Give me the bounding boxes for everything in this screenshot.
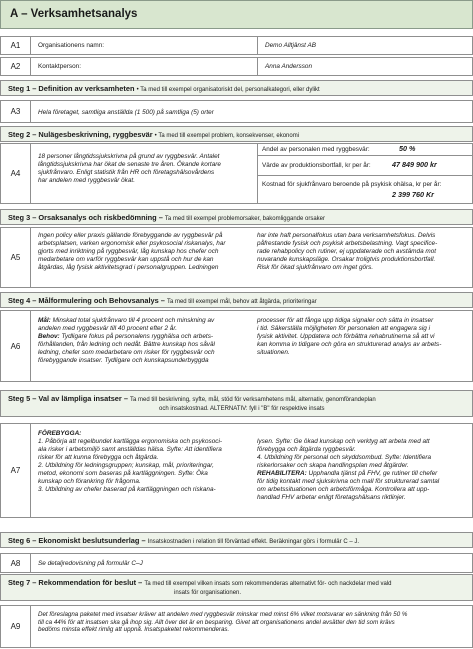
- cause-analysis-right: [257, 232, 471, 272]
- text-line: risker för att kunna förebygga och åtgärda.: [38, 453, 159, 461]
- step6-note: Insatskostnaden i relation till förväntad effekt. Beräkningar görs i formulär C – J.: [147, 539, 359, 545]
- goal-text: Minskad total sjukfrånvaro till 4 procent och minskning av: [52, 317, 215, 324]
- step2-title: Steg 2 – Nulägesbeskrivning, ryggbesvär: [8, 130, 153, 139]
- text-line: förhållanden, från ledning och nedåt. Bättre kunskap hos såväl: [38, 340, 215, 348]
- row-a3: [0, 100, 473, 123]
- text-line: påfrestande fysisk och psykisk arbetsbelastning. Vagt specifice-: [257, 239, 438, 247]
- text-line: åtgärdas, låg fysisk aktivitetsgrad i personalgruppen. Ledningen: [38, 263, 219, 271]
- step7-note-line2: insats för organisationen.: [174, 590, 242, 596]
- form-title-bar: [0, 0, 473, 29]
- text-line: långtidssjukskrivna har ökat de senaste tre åren. Ökande kortare: [38, 160, 221, 168]
- form-title: A – Verksamhetsanalys: [10, 8, 138, 20]
- row-id: A2: [1, 58, 31, 75]
- economy-text: Se detaljredovisning på formulär C–J: [38, 560, 143, 567]
- recommendation-text: [38, 611, 473, 634]
- step1-note: Ta med till exempel organisatoriskt del, personalkategori, eller dylikt: [140, 87, 320, 93]
- text-line: situationen.: [257, 348, 290, 356]
- goal-line: [38, 317, 250, 325]
- step3-note: Ta med till exempel problemorsaker, bakomliggande orsaker: [164, 216, 325, 222]
- row-a4: [0, 143, 473, 204]
- text-line: 3. Utbildning av chefer baserad på kartläggningen och riskana-: [38, 485, 216, 493]
- step5-note-line1: Ta med till beskrivning, syfte, mål, stöd för verksamhetens mål, alternativ, genomförandeplan: [130, 397, 376, 403]
- text-line: 4. Utbildning för personal och skyddsombud. Syfte: Identifiera: [257, 453, 432, 461]
- row-id: A8: [1, 554, 31, 572]
- text-line: Risk för ökad sjukfrånvaro om inget görs.: [257, 263, 374, 271]
- goals-left: [38, 317, 250, 365]
- row-id: A3: [1, 101, 31, 122]
- step5-header: [0, 390, 473, 417]
- text-line: arbetsplatsen, varken ergonomisk eller psykosocial riskanalys, har: [38, 239, 226, 247]
- text-line: rade rehabpolicy och rutiner, ej uppdaterade och avstämda mot: [257, 247, 437, 255]
- rehab-line: [257, 470, 471, 478]
- text-line: i tid. Säkerställa möjligheten för personalen att engagera sig i: [257, 324, 431, 332]
- step7-header: [0, 574, 473, 601]
- rehab-heading: REHABILITERA:: [257, 469, 307, 477]
- step2-header: [0, 126, 473, 142]
- need-label: Behov:: [38, 332, 60, 340]
- step6-title-line: [8, 536, 359, 545]
- text-line: metod, ekonomi som baseras på kartläggningen. Syfte: Öka: [38, 469, 208, 477]
- contact-label: Kontaktperson:: [38, 63, 81, 70]
- step7-title-line: [8, 578, 391, 587]
- org-name-value: Demo Alltjänst AB: [265, 42, 317, 49]
- text-line: gjorts med inriktning på ryggbesvär, låg kunskap hos chefer och: [38, 247, 219, 255]
- step7-note-line1: Ta med till exempel vilken insats som rekommenderas alternativt för- och nackdelar med vald: [144, 581, 392, 587]
- text-line: förebyggande insatser. Tydligare och kunskapsunderbyggda: [38, 356, 209, 364]
- row-id: A5: [1, 228, 31, 287]
- row-id: A1: [1, 37, 31, 54]
- goals-right: [257, 317, 471, 357]
- org-name-label: Organisationens namn:: [38, 42, 105, 49]
- actions-left: [38, 430, 250, 494]
- sick-leave-cost-label: Kostnad för sjukfrånvaro beroende på psykisk ohälsa, kr per år:: [262, 181, 442, 188]
- text-line: medarbetare om varför ryggbesvär kan uppstå och hur de kan: [38, 255, 214, 263]
- text-line: ledning, chefer som medarbetare om risker för ryggbesvär och: [38, 348, 215, 356]
- row-a7: [0, 423, 473, 518]
- text-line: handlad FHV arbetar enligt företagshälsans riktlinjer.: [257, 493, 406, 501]
- text-line: till ca 44% för att insatsen ska gå ihop sig. Allt över det är en besparing. Givet att organisationens andel avsätter den tid som krävs: [38, 618, 395, 626]
- need-text: Tydligare fokus på personalens rygghälsa och arbets-: [61, 332, 214, 340]
- sick-leave-cost-value: 2 399 760 Kr: [392, 190, 434, 199]
- step5-title-line: [8, 394, 376, 403]
- row-id: A6: [1, 311, 31, 381]
- text-line: Ingen policy eller praxis gällande förebyggande av ryggbesvär på: [38, 232, 223, 239]
- step1-title-line: Steg 1 – Definition av verksamheten • Ta med till exempel organisatoriskt del, personalkategori, eller dylikt: [8, 84, 320, 93]
- contact-value: Anna Andersson: [265, 63, 313, 70]
- text-line: bedöms minsta effekt rimlig att uppnå. Insatspaketet rekommenderas.: [38, 626, 230, 634]
- text-line: förebygga och åtgärda ryggbesvär.: [257, 445, 356, 453]
- step3-header: [0, 209, 473, 225]
- step2-note: Ta med till exempel problem, konsekvenser, ekonomi: [158, 133, 300, 139]
- row-a5: [0, 227, 473, 288]
- step6-title: Steg 6 – Ekonomiskt beslutsunderlag –: [8, 536, 146, 545]
- text-line: lysen. Syfte: Ge ökad kunskap och verktyg att arbeta med att: [257, 438, 430, 445]
- step4-title: Steg 4 – Målformulering och Behovsanalys –: [8, 296, 165, 305]
- text-line: sjukfrånvaro. Enligt statistik från HR och företagshälsovårdens: [38, 168, 215, 176]
- step2-title-line: Steg 2 – Nulägesbeskrivning, ryggbesvär • Ta med till exempel problem, konsekvenser, ekonomi: [8, 130, 300, 139]
- text-line: riskerlorsaker och skapa handlingsplan med åtgärder.: [257, 461, 409, 469]
- back-pain-share-label: Andel av personalen med ryggbesvär:: [262, 146, 370, 153]
- actions-right: [257, 438, 471, 502]
- row-a8: [0, 553, 473, 573]
- text-line: Det föreslagna paketet med insatser kräver att andelen med ryggbesvär minskar med minst 6% vilket motsvarar en sänkning från 50 %: [38, 611, 408, 618]
- step3-title: Steg 3 – Orsaksanalys och riskbedömning –: [8, 213, 163, 222]
- scope-text: Hela företaget, samtliga anställda (1 500) på samtliga (5) orter: [38, 109, 214, 116]
- goal-label: Mål:: [38, 317, 51, 324]
- text-line: 2. Utbildning för ledningsgruppen; kunskap, mål, prioriteringar,: [38, 461, 214, 469]
- text-line: 1. Påbörja att regelbundet kartlägga ergonomiska och psykosoci-: [38, 437, 223, 445]
- current-situation-text: [38, 153, 238, 185]
- step4-header: [0, 292, 473, 308]
- step6-header: [0, 532, 473, 548]
- text-line: nuvarande kunskapsläge. Orsakar troligtvis produktionsbortfall.: [257, 255, 436, 263]
- step4-title-line: [8, 296, 317, 305]
- rehab-text: Upphandla tjänst på FHV, ge rutiner till chefer: [308, 469, 438, 477]
- text-line: fysisk aktivitet. Uppdatera och förbättra rehabrutinerna så att vi: [257, 332, 435, 340]
- row-id: A4: [1, 144, 31, 203]
- step5-title: Steg 5 – Val av lämpliga insatser –: [8, 394, 128, 403]
- step3-title-line: [8, 213, 325, 222]
- row-id: A7: [1, 424, 31, 517]
- production-loss-label: Värde av produktionsbortfall, kr per år:: [262, 162, 371, 169]
- row-a1: [0, 36, 473, 55]
- back-pain-share-value: 50 %: [399, 144, 416, 153]
- step1-header: [0, 80, 473, 96]
- step7-title: Steg 7 – Rekommendation för beslut –: [8, 578, 143, 587]
- text-line: ala risker i arbetsmiljö samt anställdas hälsa. Syfte: Att identifiera: [38, 445, 222, 453]
- text-line: kan komma in tidigare och göra en strukturerad analys av arbets-: [257, 340, 442, 348]
- text-line: har andelen med ryggbesvär ökat.: [38, 176, 135, 184]
- prevent-heading: FÖREBYGGA:: [38, 430, 82, 437]
- step1-title: Steg 1 – Definition av verksamheten: [8, 84, 135, 93]
- row-id: A9: [1, 606, 31, 647]
- production-loss-value: 47 849 900 kr: [392, 160, 437, 169]
- step4-note: Ta med till exempel mål, behov att åtgärda, prioriteringar: [166, 299, 317, 305]
- row-a2: [0, 57, 473, 76]
- need-line: [38, 333, 250, 341]
- text-line: 18 personer långtidssjukskrivna på grund av ryggbesvär. Antalet: [38, 153, 220, 160]
- text-line: för tidig kontakt med sjukskrivna och mall för strukturerad samtal: [257, 477, 440, 485]
- cause-analysis-left: [38, 232, 250, 272]
- row-a6: [0, 310, 473, 382]
- text-line: processer för att fånga upp tidiga signaler och sätta in insatser: [257, 317, 434, 324]
- step5-note-line2: och insatskostnad. ALTERNATIV: fyll i "B" för respektive insats: [159, 406, 325, 412]
- text-line: har inte haft personalfokus utan bara verksamhetsfokus. Delvis: [257, 232, 436, 239]
- text-line: kunskap och förankring för frågorna.: [38, 477, 141, 485]
- text-line: andelen med ryggbesvär till 40 procent efter 2 år.: [38, 324, 178, 332]
- row-a9: [0, 605, 473, 648]
- text-line: om arbetssituationen och arbetsförmåga. Kontrollera att upp-: [257, 485, 430, 493]
